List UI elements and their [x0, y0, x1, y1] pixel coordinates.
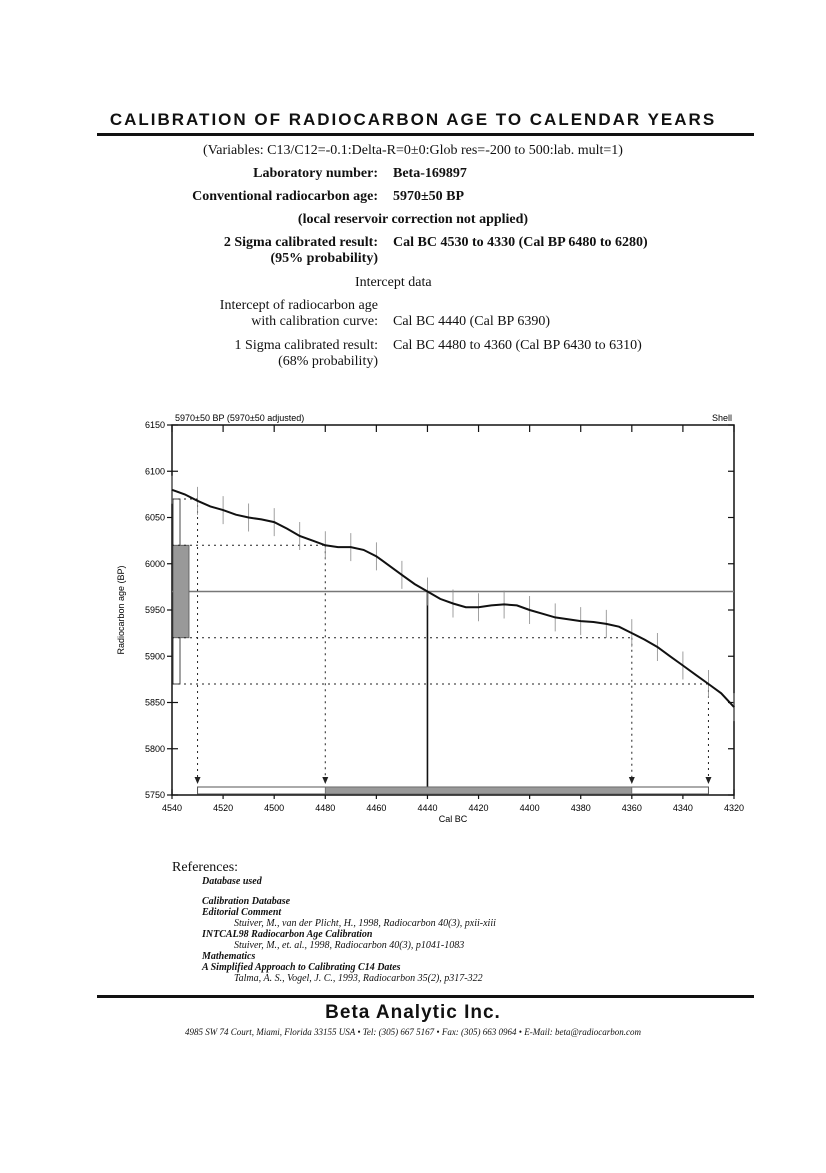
ref-simplified-approach: A Simplified Approach to Calibrating C14 Dates: [202, 962, 401, 973]
intercept-label-line1: Intercept of radiocarbon age: [219, 298, 378, 313]
drop-arrow: [322, 777, 328, 784]
drop-arrow: [629, 777, 635, 784]
y-tick-label: 6150: [144, 420, 165, 430]
two-sigma-label: 2 Sigma calibrated result:: [223, 235, 378, 250]
reservoir-note: (local reservoir correction not applied): [297, 212, 529, 227]
company-address: 4985 SW 74 Court, Miami, Florida 33155 USA • Tel: (305) 667 5167 • Fax: (305) 663 0964 • E-Mail: beta@radiocarbon.com: [185, 1027, 641, 1037]
references: [172, 860, 496, 984]
ref-editorial-comment: Editorial Comment: [202, 907, 282, 918]
company-name: Beta Analytic Inc.: [325, 1002, 501, 1023]
ref-calibration-database: Calibration Database: [202, 896, 291, 907]
title-rule: [97, 133, 754, 136]
y-tick-label: 5900: [144, 651, 165, 662]
y-tick-label: 5750: [144, 790, 165, 800]
x-tick-label: 4440: [417, 803, 438, 813]
x-tick-label: 4480: [315, 803, 336, 813]
references-heading: References:: [172, 860, 239, 875]
x-tick-label: 4380: [570, 803, 591, 813]
variables-line: (Variables: C13/C12=-0.1:Delta-R=0±0:Glob res=-200 to 500:lab. mult=1): [203, 143, 623, 158]
two-sigma-probability: (95% probability): [270, 251, 378, 266]
one-sigma-age-bar: [173, 545, 189, 638]
calibration-chart: [110, 405, 760, 835]
ref-editorial-citation: Stuiver, M., van der Plicht, H., 1998, Radiocarbon 40(3), pxii-xiii: [234, 918, 496, 929]
x-tick-label: 4460: [366, 803, 387, 813]
ref-mathematics: Mathematics: [202, 951, 256, 962]
chart-top-label: 5970±50 BP (5970±50 adjusted): [175, 413, 305, 423]
y-tick-label: 6000: [144, 558, 165, 569]
ref-database-used: Database used: [202, 876, 262, 887]
x-tick-label: 4520: [213, 803, 234, 813]
one-sigma-value: Cal BC 4480 to 4360 (Cal BP 6430 to 6310): [393, 338, 642, 353]
lab-number-label: Laboratory number:: [253, 166, 378, 181]
lab-number-value: Beta-169897: [393, 166, 467, 181]
drop-arrow: [195, 777, 201, 784]
two-sigma-value: Cal BC 4530 to 4330 (Cal BP 6480 to 6280): [393, 235, 648, 250]
y-tick-label: 6100: [144, 466, 165, 477]
drop-arrow: [705, 777, 711, 784]
y-tick-label: 6050: [144, 512, 165, 523]
x-tick-label: 4420: [468, 803, 489, 813]
footer-rule: [97, 995, 754, 998]
chart-corner-label: Shell: [711, 413, 732, 423]
y-tick-label: 5800: [144, 743, 165, 754]
one-sigma-probability: (68% probability): [278, 354, 378, 369]
x-axis-label: Cal BC: [438, 814, 468, 824]
x-tick-label: 4360: [621, 803, 642, 813]
intercept-label-line2: with calibration curve:: [251, 314, 378, 329]
ref-intcal98: INTCAL98 Radiocarbon Age Calibration: [202, 929, 373, 940]
x-tick-label: 4540: [161, 803, 183, 813]
one-sigma-range-bar: [325, 787, 632, 794]
ref-simplified-citation: Talma, A. S., Vogel, J. C., 1993, Radiocarbon 35(2), p317-322: [234, 973, 483, 984]
conventional-age-value: 5970±50 BP: [393, 189, 465, 204]
ref-intcal98-citation: Stuiver, M., et. al., 1998, Radiocarbon 40(3), p1041-1083: [234, 940, 465, 951]
page-title: CALIBRATION OF RADIOCARBON AGE TO CALENDAR YEARS: [109, 110, 717, 129]
one-sigma-label: 1 Sigma calibrated result:: [234, 338, 378, 353]
conventional-age-label: Conventional radiocarbon age:: [192, 189, 378, 204]
x-tick-label: 4340: [672, 803, 693, 813]
x-tick-label: 4400: [519, 803, 540, 813]
x-tick-label: 4320: [723, 803, 745, 813]
intercept-heading: Intercept data: [355, 275, 432, 290]
y-axis-label: Radiocarbon age (BP): [116, 565, 126, 655]
y-tick-label: 5950: [144, 605, 165, 615]
x-tick-label: 4500: [264, 803, 285, 813]
y-tick-label: 5850: [144, 697, 165, 708]
intercept-value: Cal BC 4440 (Cal BP 6390): [393, 314, 550, 329]
